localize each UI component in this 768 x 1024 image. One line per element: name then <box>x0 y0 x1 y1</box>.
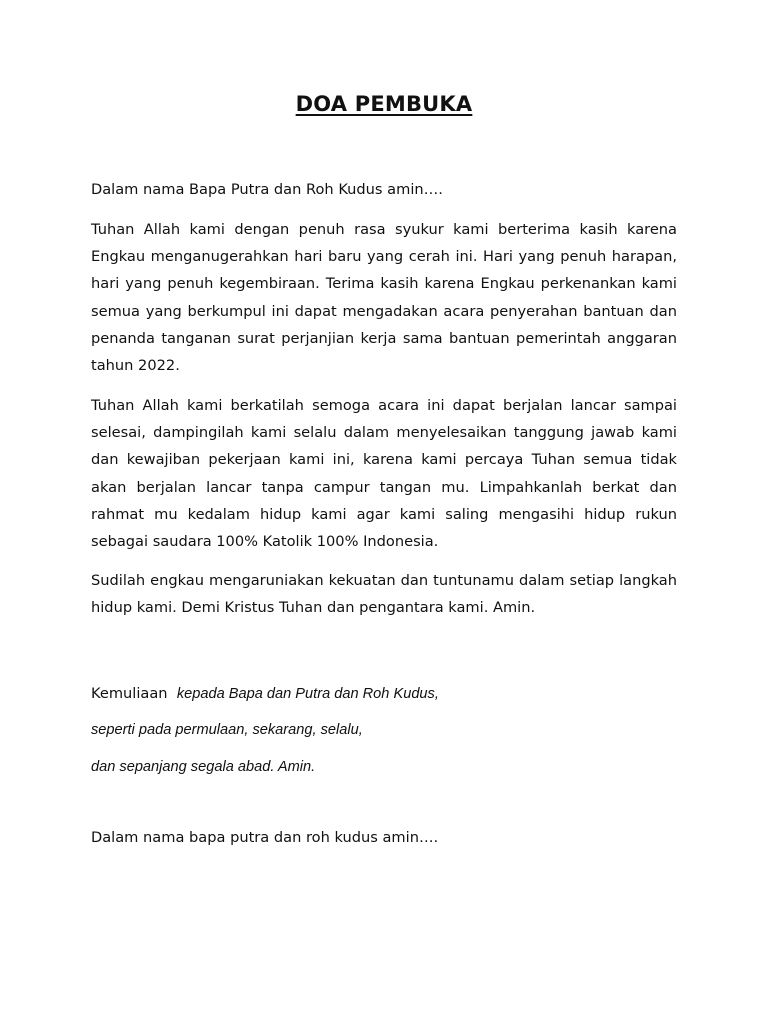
gloria-line-2: seperti pada permulaan, sekarang, selalu, <box>91 722 363 738</box>
gloria-line-1-rest: kepada Bapa dan Putra dan Roh Kudus, <box>176 686 439 702</box>
closing-line: Dalam nama bapa putra dan roh kudus amin…. <box>91 829 439 846</box>
opening-line: Dalam nama Bapa Putra dan Roh Kudus amin…. <box>91 181 443 198</box>
gloria-lead: Kemuliaan <box>91 685 168 702</box>
paragraph-blessing-request: Tuhan Allah kami berkatilah semoga acara ini dapat berjalan lancar sampai selesai, dampingilah kami selalu dalam menyelesaikan tanggung jawab kami dan kewajiban pekerjaan kami ini, karena kami percaya Tuhan semua tidak akan berjalan lancar tanpa campur tangan mu. Limpahkanlah berkat dan rahmat mu kedalam hidup kami agar kami saling mengasihi hidup rukun sebagai saudara 100% Katolik 100% Indonesia. <box>91 397 677 551</box>
paragraph-thanksgiving: Tuhan Allah kami dengan penuh rasa syukur kami berterima kasih karena Engkau menganugerahkan hari baru yang cerah ini. Hari yang penuh harapan, hari yang penuh kegembiraan. Terima kasih karena Engkau perkenankan kami semua yang berkumpul ini dapat mengadakan acara penyerahan bantuan dan penanda tanganan surat perjanjian kerja sama bantuan pemerintah anggaran tahun 2022. <box>91 221 677 375</box>
document-title: DOA PEMBUKA <box>295 92 473 116</box>
gloria-line-3: dan sepanjang segala abad. Amin. <box>91 759 316 775</box>
gloria-line-1 <box>91 684 439 704</box>
paragraph-closing-petition: Sudilah engkau mengaruniakan kekuatan dan tuntunamu dalam setiap langkah hidup kami. Demi Kristus Tuhan dan pengantara kami. Amin. <box>91 572 677 617</box>
